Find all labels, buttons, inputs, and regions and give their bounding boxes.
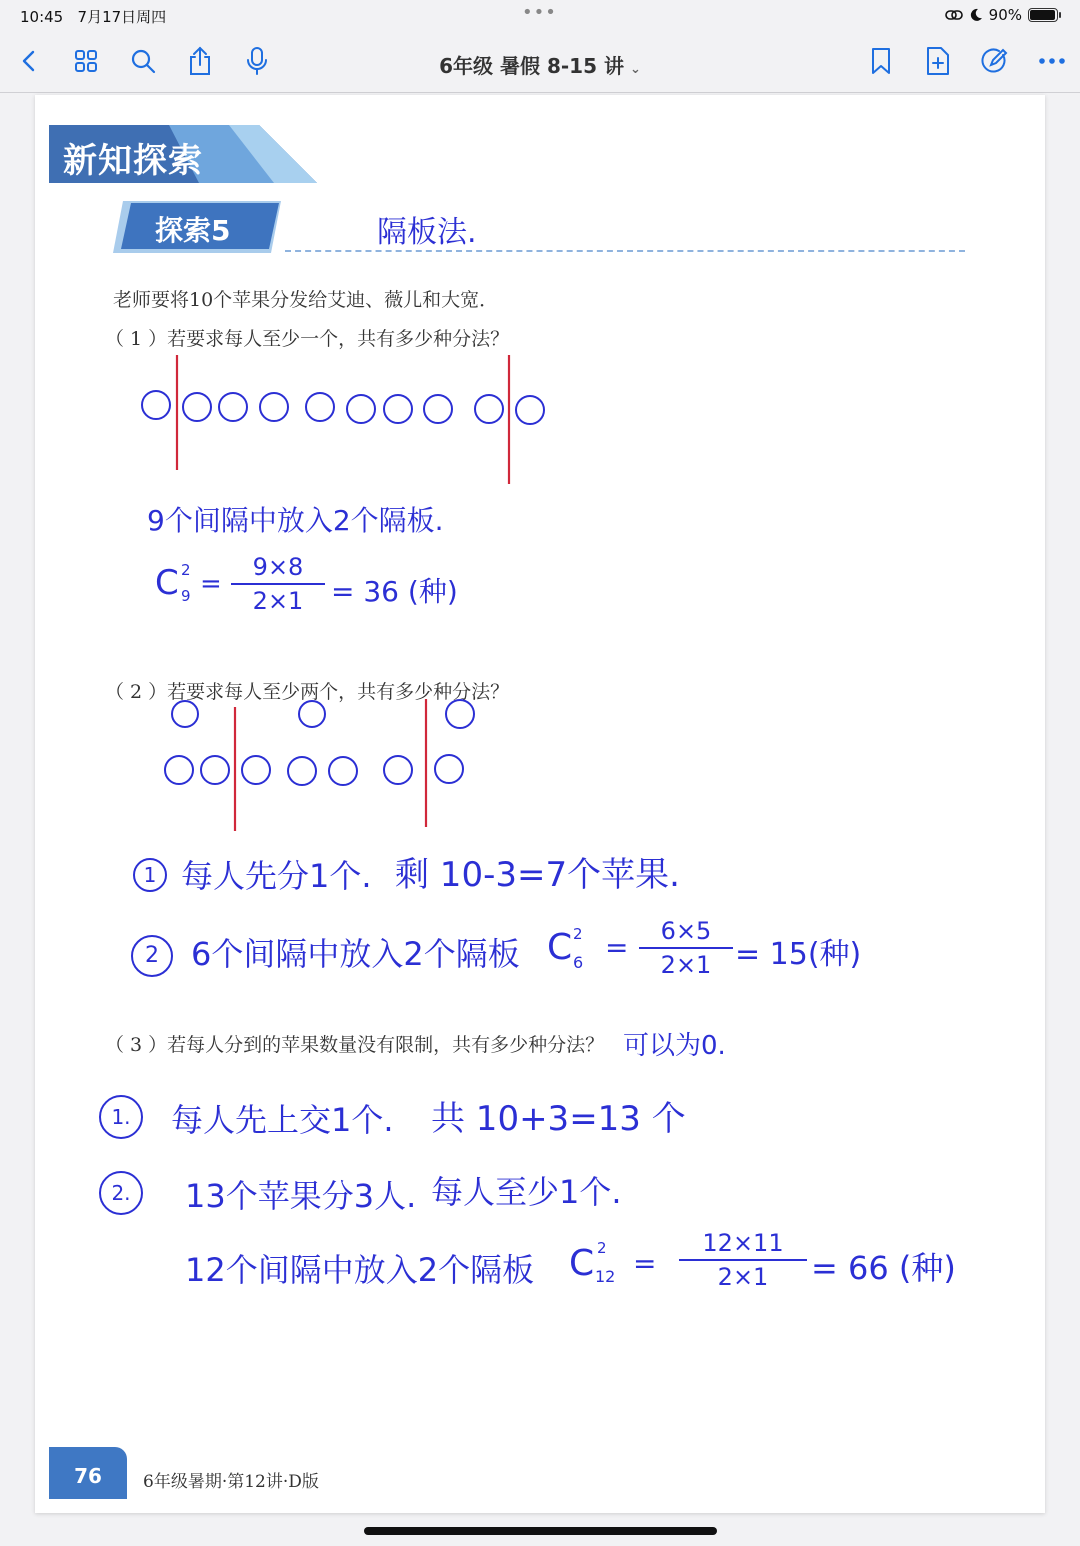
question-3: （ 3 ）若每人分到的苹果数量没有限制，共有多少种分法？	[105, 1034, 605, 1056]
q3-formula-sub: 12	[595, 1267, 616, 1286]
status-bar	[0, 0, 1080, 32]
q1-fraction	[231, 553, 325, 615]
q3-step2: 13个苹果分3人.	[185, 1177, 417, 1215]
page-footer: 6年级暑期·第12讲·D版	[143, 1472, 319, 1492]
battery-percent: 90%	[988, 6, 1022, 24]
q3-step2-min: 每人至少1个.	[431, 1173, 622, 1211]
q2-step1-mark: 1	[133, 858, 167, 892]
q1-apple-diagram	[135, 350, 555, 490]
home-indicator[interactable]	[364, 1527, 717, 1535]
q2-denominator: 2×1	[660, 951, 712, 979]
q1-denominator: 2×1	[252, 587, 304, 615]
question-2: （ 2 ）若要求每人至少两个，共有多少种分法？	[105, 681, 510, 703]
question-1: （ 1 ）若要求每人至少一个，共有多少种分法？	[105, 328, 510, 350]
q3-denominator: 2×1	[717, 1263, 769, 1291]
problem-intro: 老师要将10个苹果分发给艾迪、薇儿和大宽．	[113, 289, 499, 311]
q3-answer-note: 可以为0.	[623, 1031, 726, 1061]
q1-formula-eq: =	[200, 569, 222, 599]
q3-result: = 66 (种)	[811, 1249, 956, 1287]
q2-step1: 每人先分1个.	[181, 857, 372, 895]
q1-formula-sup: 2	[181, 561, 191, 579]
link-icon	[945, 9, 963, 21]
battery-icon	[1028, 8, 1058, 22]
q2-formula-sub: 6	[573, 953, 584, 972]
q3-step1-total: 共 10+3=13 个	[431, 1099, 686, 1139]
q1-numerator: 9×8	[231, 553, 325, 585]
pen-icon[interactable]	[980, 46, 1010, 76]
q2-fraction	[639, 917, 733, 979]
moon-icon	[969, 8, 983, 22]
multitask-dots-icon[interactable]: •••	[522, 2, 557, 23]
toolbar	[0, 34, 1080, 93]
q2-step2-mark: 2	[131, 935, 173, 977]
q2-numerator: 6×5	[639, 917, 733, 949]
q2-formula-c: C	[547, 927, 573, 968]
q3-step3: 12个间隔中放入2个隔板	[185, 1251, 535, 1289]
q2-formula-eq: =	[605, 931, 629, 964]
q3-step2-mark: 2.	[99, 1171, 143, 1215]
status-right	[945, 6, 1058, 24]
q2-result: = 15(种)	[735, 937, 862, 972]
q3-step1-mark: 1.	[99, 1095, 143, 1139]
q1-formula-sub: 9	[181, 587, 191, 605]
q3-step1: 每人先上交1个.	[171, 1101, 394, 1139]
section-tab: 探索5	[155, 214, 231, 247]
handwritten-title: 隔板法.	[377, 215, 477, 250]
document-title[interactable]: 6年级 暑假 8-15 讲 ⌄	[439, 54, 641, 78]
document-page[interactable]	[35, 95, 1045, 1513]
q3-formula-eq: =	[633, 1247, 657, 1280]
q2-apple-diagram	[155, 697, 485, 837]
status-time: 10:45 7月17日周四	[20, 8, 167, 26]
chevron-down-icon: ⌄	[629, 62, 641, 77]
q1-note: 9个间隔中放入2个隔板.	[147, 504, 444, 537]
page-number: 76	[49, 1447, 127, 1499]
q3-numerator: 12×11	[679, 1229, 807, 1261]
q2-step2: 6个间隔中放入2个隔板	[191, 935, 520, 973]
q2-step1-remaining: 剩 10-3=7个苹果.	[395, 855, 680, 895]
add-page-icon[interactable]	[923, 46, 953, 76]
more-icon[interactable]	[1037, 46, 1067, 76]
q1-result: = 36 (种)	[331, 575, 458, 608]
q3-fraction	[679, 1229, 807, 1291]
q1-formula-c: C	[155, 563, 179, 603]
q2-formula-sup: 2	[573, 925, 583, 943]
bookmark-icon[interactable]	[866, 46, 896, 76]
q3-formula-c: C	[569, 1243, 595, 1284]
banner-title: 新知探索	[63, 141, 203, 181]
q3-formula-sup: 2	[597, 1239, 607, 1257]
